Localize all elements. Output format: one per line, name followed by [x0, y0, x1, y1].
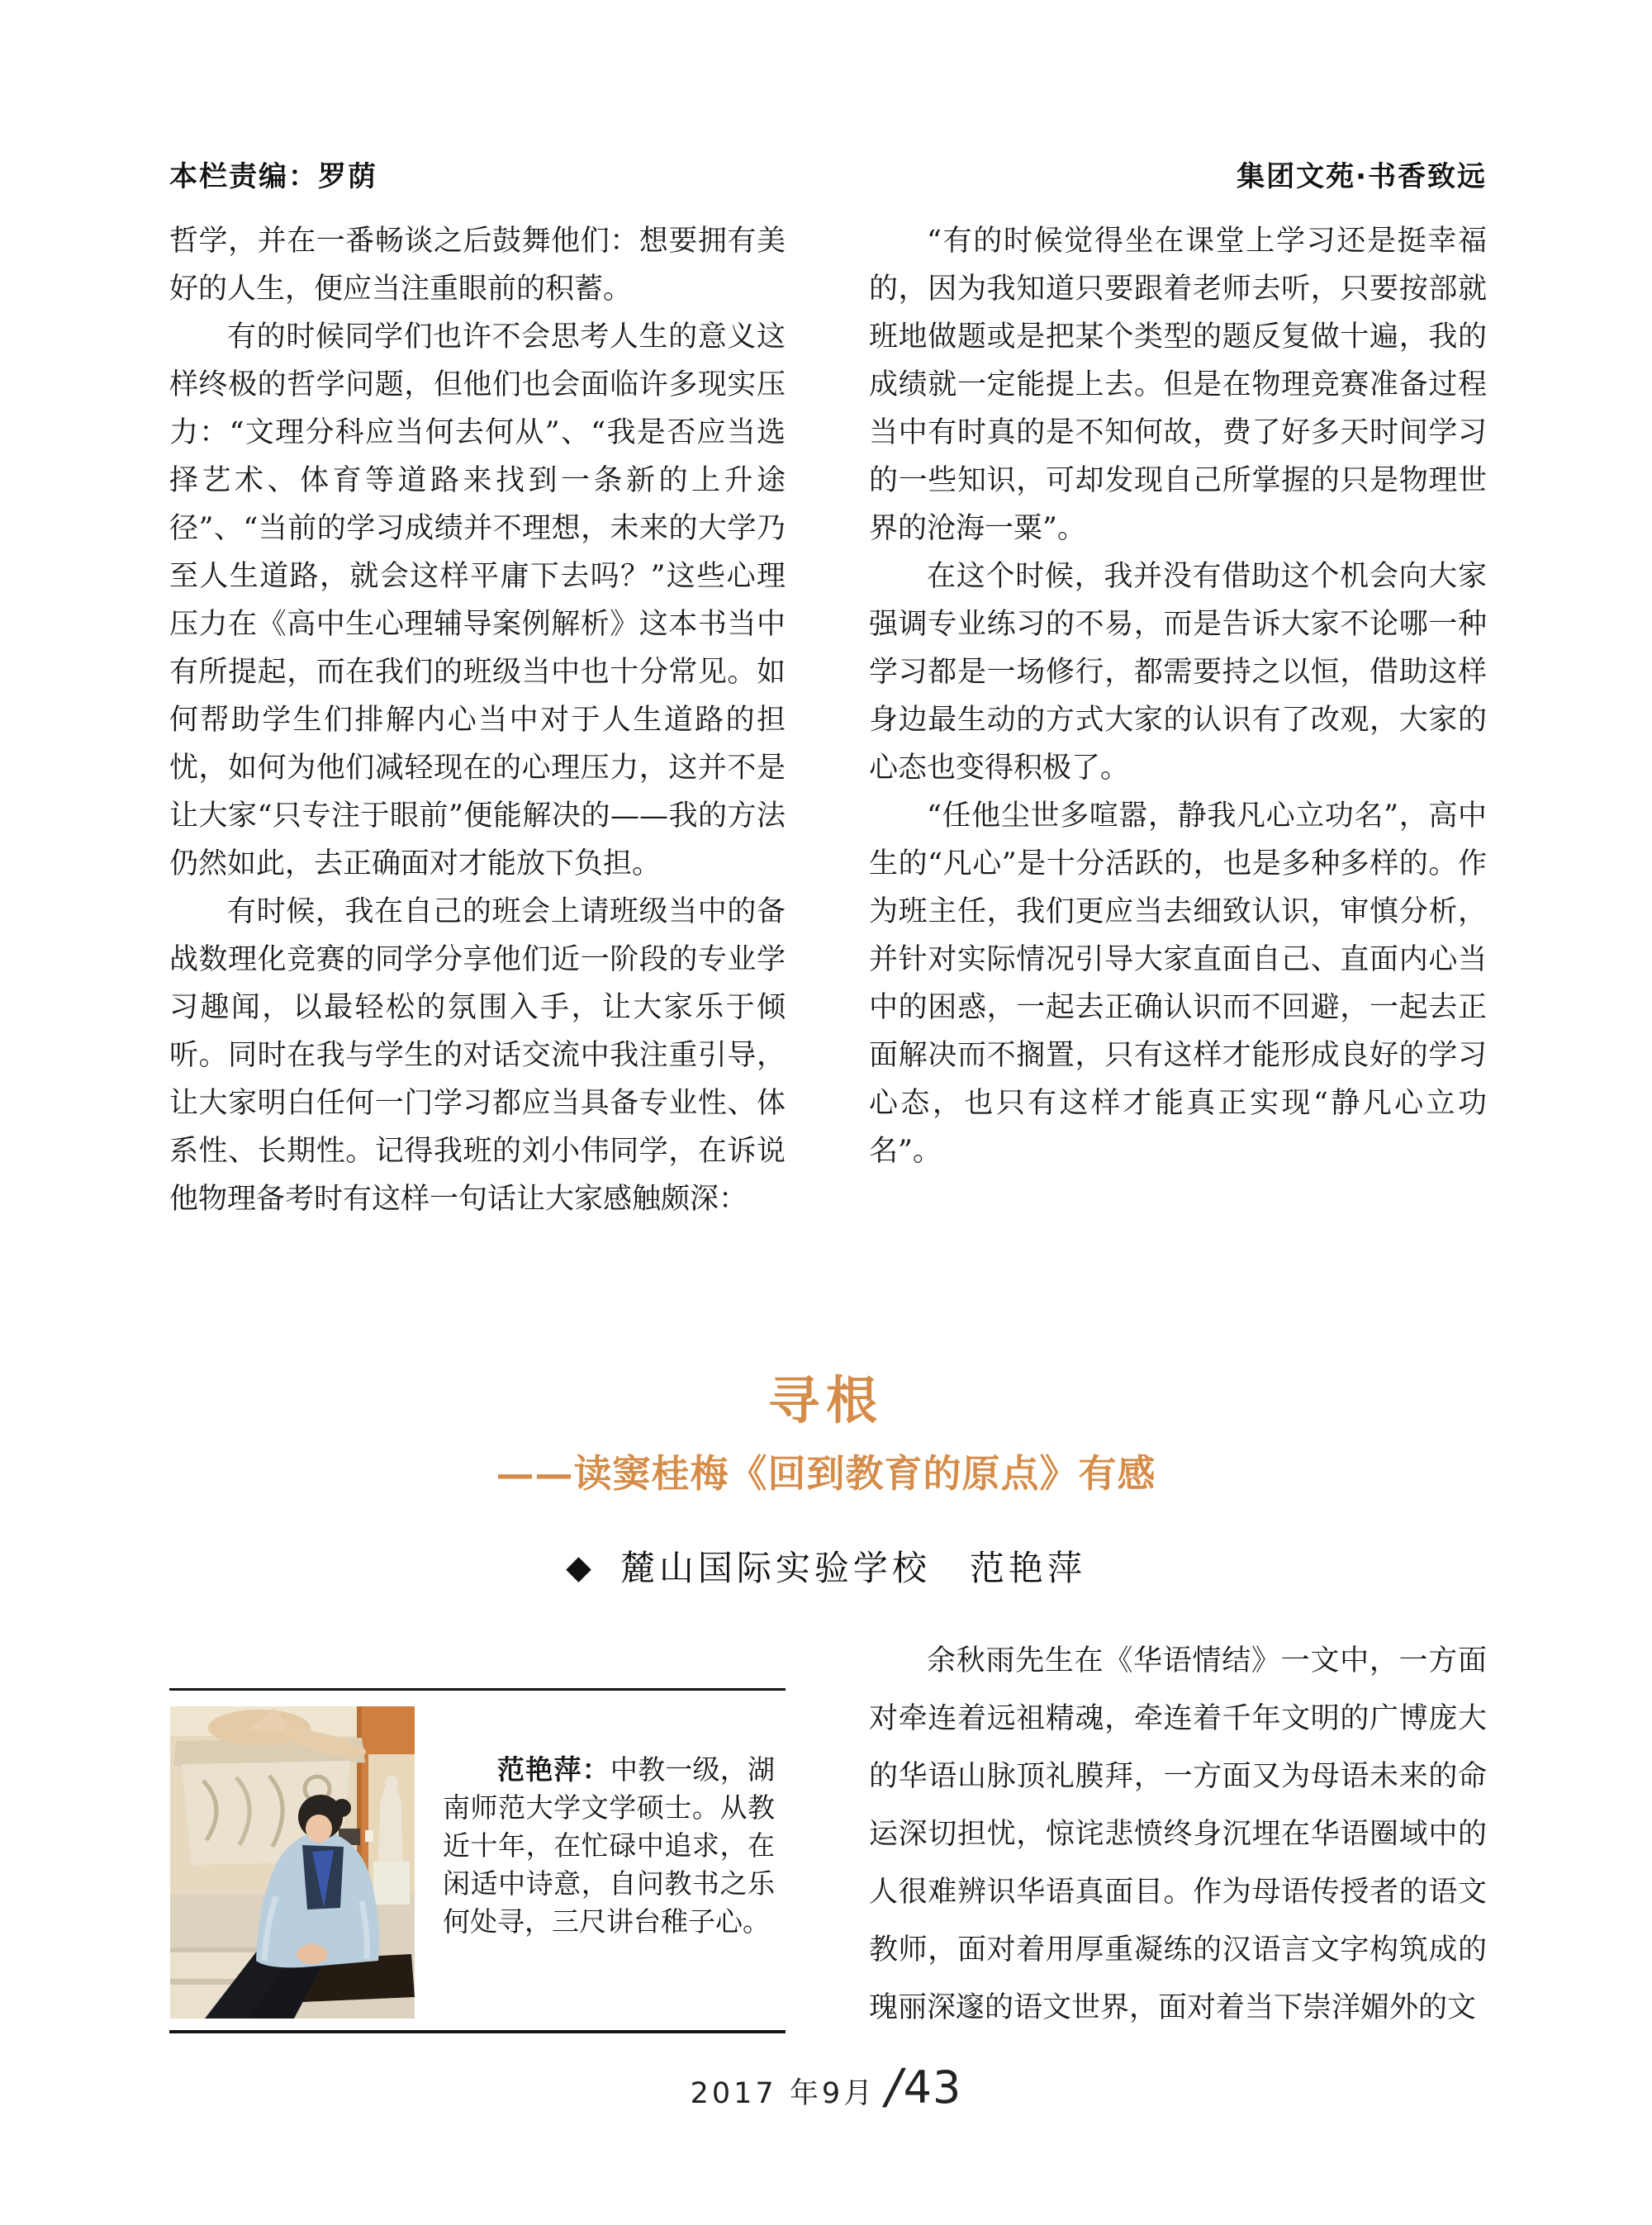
bio-divider-top: [169, 1688, 786, 1691]
author-photo-image: [170, 1706, 415, 2019]
author-bio: [443, 1751, 775, 1941]
folio-slash: /: [885, 2058, 902, 2114]
page-number: 43: [903, 2061, 962, 2114]
issue-date: 2017 年9月: [690, 2077, 876, 2110]
paragraph: 有的时候同学们也许不会思考人生的意义这样终极的哲学问题，但他们也会面临许多现实压力：“文理分科应当何去何从”、“我是否应当选择艺术、体育等道路来找到一条新的上升途径”、“当前的学习成绩并不理想，未来的大学乃至人生道路，就会这样平庸下去吗？”这些心理压力在《高中生心理辅导案例解析》这本书当中有所提起，而在我们的班级当中也十分常见。如何帮助学生们排解内心当中对于人生道路的担忧，如何为他们减轻现在的心理压力，这并不是让大家“只专注于眼前”便能解决的——我的方法仍然如此，去正确面对才能放下负担。: [169, 320, 786, 880]
author-photo: [170, 1706, 415, 2019]
paragraph: 有时候，我在自己的班会上请班级当中的备战数理化竞赛的同学分享他们近一阶段的专业学习趣闻，以最轻松的氛围入手，让大家乐于倾听。同时在我与学生的对话交流中我注重引导，让大家明白任何一门学习都应当具备专业性、体系性、长期性。记得我班的刘小伟同学，在诉说他物理备考时有这样一句话让大家感触颇深：: [169, 895, 786, 1216]
paragraph: “有的时候觉得坐在课堂上学习还是挺幸福的，因为我知道只要跟着老师去听，只要按部就班地做题或是把某个类型的题反复做十遍，我的成绩就一定能提上去。但是在物理竞赛准备过程当中有时真的是不知何故，费了好多天时间学习的一些知识，可却发现自己所掌握的只是物理世界的沧海一粟”。: [869, 225, 1487, 545]
author-name-label: 范艳萍：: [497, 1753, 610, 1786]
author-bio-text: 中教一级，湖南师范大学文学硕士。从教近十年，在忙碌中追求，在闲适中诗意，自问教书之乐何处寻，三尺讲台稚子心。: [443, 1753, 776, 1938]
paragraph: 在这个时候，我并没有借助这个机会向大家强调专业练习的不易，而是告诉大家不论哪一种学习都是一场修行，都需要持之以恒，借助这样身边最生动的方式大家的认识有了改观，大家的心态也变得积极了。: [869, 560, 1487, 785]
page-footer: [0, 2058, 1652, 2114]
section-title: 集团文苑·书香致远: [1237, 160, 1487, 193]
article2-author: 麓山国际实验学校 范艳萍: [620, 1548, 1086, 1588]
article1-right-column: [869, 217, 1487, 1175]
column-editor-label: 本栏责编：罗荫: [169, 160, 377, 193]
paragraph: 哲学，并在一番畅谈之后鼓舞他们：想要拥有美好的人生，便应当注重眼前的积蓄。: [169, 225, 786, 306]
paragraph: 余秋雨先生在《华语情结》一文中，一方面对牵连着远祖精魂，牵连着千年文明的广博庞大的华语山脉顶礼膜拜，一方面又为母语未来的命运深切担忧，惊诧悲愤终身沉埋在华语圈域中的人很难辨识华语真面目。作为母语传授者的语文教师，面对着用厚重凝练的汉语言文字构筑成的瑰丽深邃的语文世界，面对着当下崇洋媚外的文: [869, 1644, 1487, 2024]
bio-divider-bottom: [169, 2030, 786, 2033]
article1-left-column: [169, 217, 786, 1223]
article2-subtitle: ——读窦桂梅《回到教育的原点》有感: [496, 1451, 1156, 1496]
article2-author-line: [0, 1541, 1652, 1591]
paragraph: “任他尘世多喧嚣，静我凡心立功名”，高中生的“凡心”是十分活跃的，也是多种多样的。作为班主任，我们更应当去细致认识，审慎分析，并针对实际情况引导大家直面自己、直面内心当中的困惑，一起去正确认识而不回避，一起去正面解决而不搁置，只有这样才能形成良好的学习心态，也只有这样才能真正实现“静凡心立功名”。: [869, 799, 1487, 1168]
article2-title: 寻根: [767, 1370, 884, 1430]
diamond-marker-icon: ◆: [566, 1549, 596, 1587]
article2-body-column: [869, 1632, 1487, 2037]
